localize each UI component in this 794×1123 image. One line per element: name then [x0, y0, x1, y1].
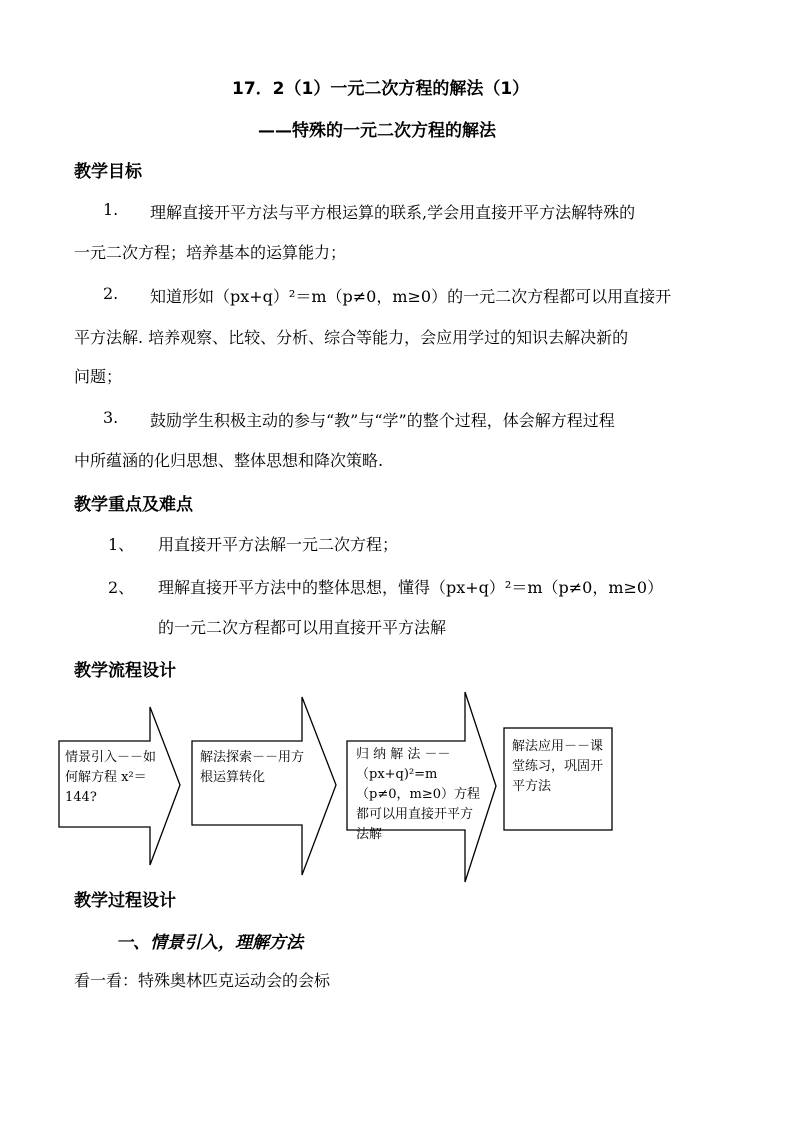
objective-2-line2: 平方法解. 培养观察、比较、分析、综合等能力，会应用学过的知识去解决新的 — [74, 328, 629, 347]
page-title: 17．2（1）一元二次方程的解法（1） — [232, 79, 530, 99]
keypoint-1-line1: 用直接开平方法解一元二次方程； — [158, 535, 399, 554]
objective-3-line2: 中所蕴涵的化归思想、整体思想和降次策略. — [74, 451, 384, 470]
objective-1-line2: 一元二次方程；培养基本的运算能力； — [74, 243, 347, 262]
objective-3-num: 3. — [103, 408, 119, 427]
flow-step-3: 归 纳 解 法 －－（px+q)²=m（p≠0，m≥0）方程都可以用直接开平方法解 — [356, 747, 480, 842]
objective-1-line1: 理解直接开平方法与平方根运算的联系,学会用直接开平方法解特殊的 — [150, 203, 636, 222]
process-line-1: 看一看：特殊奥林匹克运动会的会标 — [74, 971, 331, 990]
keypoint-2-line1: 理解直接开平方法中的整体思想，懂得（px+q）²＝m（p≠0，m≥0） — [158, 578, 664, 597]
flow-step-1: 情景引入－－如何解方程 x²＝144? — [65, 750, 157, 805]
keypoint-2-line2: 的一元二次方程都可以用直接开平方法解 — [158, 618, 447, 637]
keypoint-1-num: 1、 — [108, 535, 135, 554]
objective-2-line1: 知道形如（px+q）²＝m（p≠0，m≥0）的一元二次方程都可以用直接开 — [150, 287, 672, 306]
flow-heading: 教学流程设计 — [74, 661, 176, 681]
process-section-1: 一、情景引入，理解方法 — [116, 933, 303, 953]
flow-step-4: 解法应用－－课堂练习，巩固开平方法 — [512, 739, 604, 794]
objective-2-line3: 问题； — [74, 367, 123, 386]
objective-3-line1: 鼓励学生积极主动的参与“教”与“学”的整个过程，体会解方程过程 — [150, 411, 615, 430]
objective-2-num: 2. — [103, 284, 119, 303]
objective-1-num: 1. — [103, 200, 119, 219]
page-subtitle: ——特殊的一元二次方程的解法 — [258, 121, 496, 141]
flow-step-2: 解法探索－－用方根运算转化 — [200, 750, 305, 785]
keypoint-2-num: 2、 — [108, 578, 135, 597]
objectives-heading: 教学目标 — [74, 162, 142, 182]
process-heading: 教学过程设计 — [74, 891, 176, 911]
keypoints-heading: 教学重点及难点 — [74, 495, 193, 515]
